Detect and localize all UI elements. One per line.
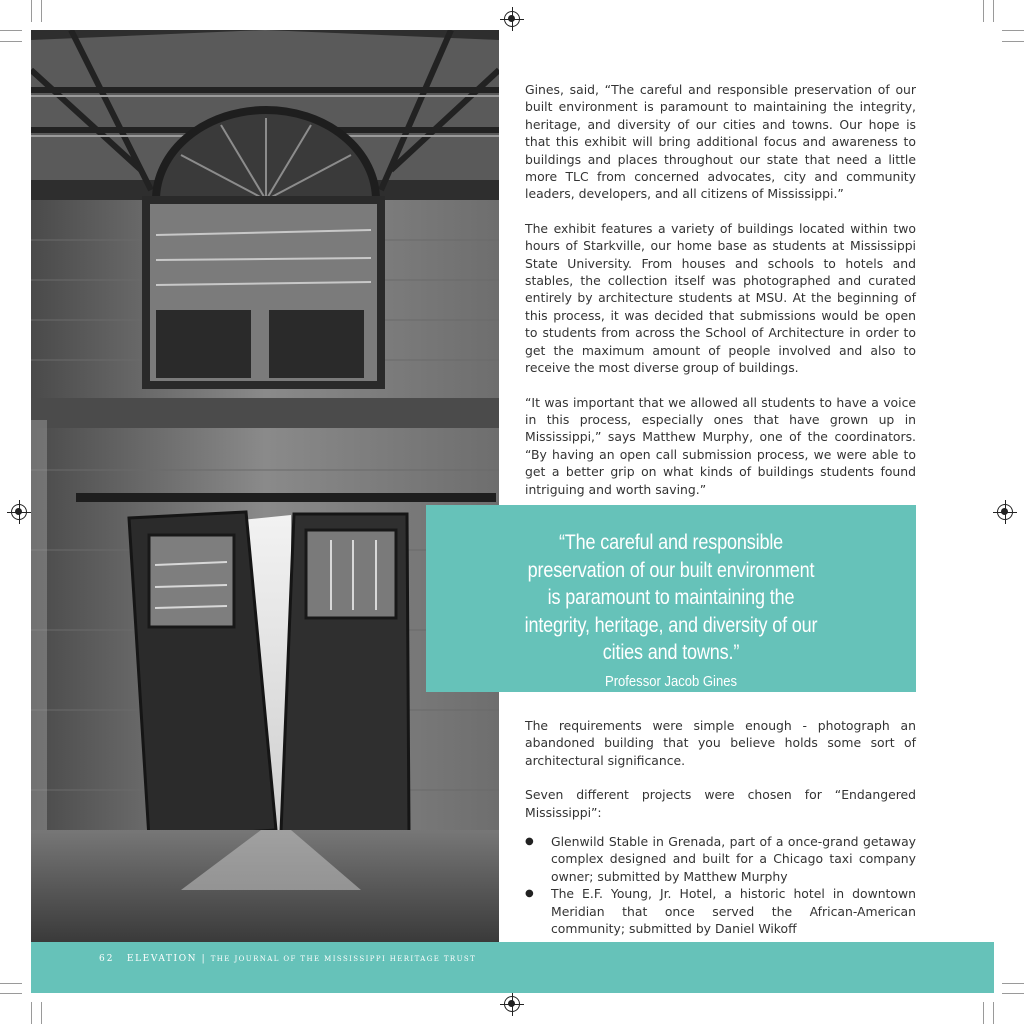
- article-paragraph: “It was important that we allowed all students to have a voice in this process, especially ones that have grown up in Mississippi,” says Matthew Murphy, one of the coordinators. “By having an open call submission process, we were able to get a better grip on what kinds of buildings students found intriguing and worth saving.”: [525, 394, 916, 497]
- crop-mark: [0, 30, 22, 31]
- running-footer: [99, 954, 476, 964]
- journal-name: ELEVATION: [126, 954, 198, 964]
- crop-mark: [993, 1002, 994, 1024]
- crop-mark: [0, 993, 22, 994]
- crop-mark: [41, 0, 42, 22]
- crop-mark: [1002, 30, 1024, 31]
- crop-mark: [31, 1002, 32, 1024]
- article-column-upper: [525, 81, 916, 515]
- registration-mark-icon: [997, 504, 1013, 520]
- article-column-lower: [525, 717, 916, 937]
- crop-mark: [993, 0, 994, 22]
- crop-mark: [1002, 983, 1024, 984]
- pull-quote-attribution: Professor Jacob Gines: [604, 673, 738, 690]
- crop-mark: [41, 1002, 42, 1024]
- list-item: ● Glenwild Stable in Grenada, part of a once-grand getaway complex designed and built for a Chicago taxi company owner; submitted by Matthew Murphy: [525, 833, 916, 885]
- list-item: ● The E.F. Young, Jr. Hotel, a historic hotel in downtown Meridian that once served the African-American community; submitted by Daniel Wikoff: [525, 885, 916, 937]
- crop-mark: [0, 983, 22, 984]
- registration-mark-icon: [504, 996, 520, 1012]
- article-paragraph: Seven different projects were chosen for “Endangered Mississippi”:: [525, 787, 916, 820]
- project-list: [525, 833, 916, 937]
- pull-quote-box: [426, 505, 916, 692]
- crop-mark: [983, 1002, 984, 1024]
- page-number: 62: [99, 954, 115, 964]
- pull-quote-text: “The careful and responsible preservation of our built environment is paramount to maintaining the integrity, heritage, and diversity of our cities and towns.”: [524, 531, 818, 664]
- article-paragraph: Gines, said, “The careful and responsible preservation of our built environment is paramount to maintaining the integrity, heritage, and diversity of our cities and towns. Our hope is that this exhibit will bring additional focus and awareness to buildings and places throughout our state that need a little more TLC from concerned advocates, city and community leaders, developers, and all citizens of Mississippi.”: [525, 82, 916, 202]
- crop-mark: [1002, 41, 1024, 42]
- crop-mark: [983, 0, 984, 22]
- crop-mark: [1002, 993, 1024, 994]
- article-paragraph: The exhibit features a variety of buildings located within two hours of Starkville, our home base as students at Mississippi State University. From houses and schools to hotels and stables, the collection itself was photographed and curated entirely by architecture students at MSU. At the beginning of this process, it was decided that submissions would be open to students from across the School of Architecture in order to get the maximum amount of people involved and also to receive the most diverse group of buildings.: [525, 220, 916, 376]
- article-paragraph: The requirements were simple enough - photograph an abandoned building that you believe holds some sort of architectural significance.: [525, 718, 916, 768]
- footer-separator: |: [201, 954, 207, 964]
- registration-mark-icon: [11, 504, 27, 520]
- footer-band: [31, 942, 994, 993]
- registration-mark-icon: [504, 11, 520, 27]
- crop-mark: [0, 41, 22, 42]
- crop-mark: [31, 0, 32, 22]
- journal-subtitle: THE JOURNAL OF THE MISSISSIPPI HERITAGE TRUST: [210, 955, 477, 963]
- barn-interior-photo: [31, 30, 499, 942]
